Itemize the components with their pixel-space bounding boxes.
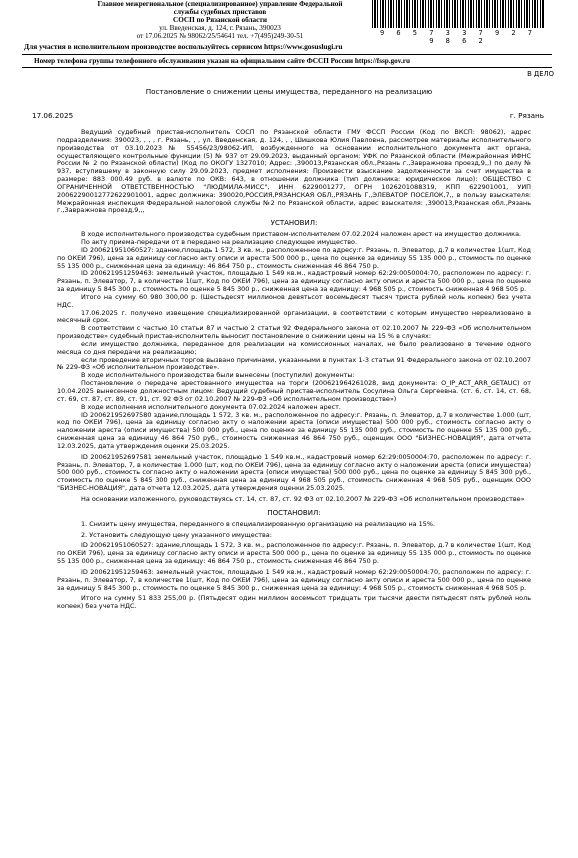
case-ref: В ДЕЛО: [527, 70, 554, 78]
established-paragraph: если проведение вторичных торгов вызвано причинами, указанными в пунктах 1-3 статьи 91 Федерального закона от 02.10.2007 № 229-ФЗ «Об исполнительном производстве».: [57, 355, 531, 372]
heading-decided: ПОСТАНОВИЛ:: [267, 508, 321, 517]
agency-name-line3: СОСП по Рязанской области: [173, 16, 267, 24]
document-title: Постановление о снижении цены имущества, переданного на реализацию: [145, 87, 433, 96]
agency-ref: от 17.06.2025 № 98062/25/54641 тел. +7(495)249-30-51: [136, 32, 304, 40]
established-paragraph: Итого на сумму 60 980 300,00 р. (Шестьдесят миллионов девятьсот восемьдесят тысяч триста рублей ноль копеек) без учета НДС.: [57, 292, 531, 309]
established-paragraph: Постановление о передаче арестованного имущества на торги (200621964261028, вид документа: O_IP_ACT_ARR_GETAUC) от 10.04.2025 вынесенное должностным лицом: Ведущий судебный пристав-исполнитель Сосулина Ольга Сергеевна. (ст. 6, ст. 14, ст. 68, ст. 69, ст. 87, ст. 89, ст. 91, ст. 92 ФЗ от 02.10.2007 № 229-ФЗ «Об исполнительном производстве»): [57, 379, 531, 403]
barcode: [372, 0, 544, 28]
established-paragraph: ID 200621952697580 здание,площадь 1 572, 3 кв. м., расположенное по адресу:г. Рязань, п. Элеватор, д.7 в количестве 1.000 (шт, код по ОКЕИ 796), цена за единицу согласно акту о наложении ареста (описи имущества) 500 000 руб., стоимость согласно акту о наложении ареста (описи имущества) 500 000 руб., цена по оценке за единицу 55 135 000 руб., стоимость по оценке 55 135 000 руб., сниженная цена за единицу 46 864 750 руб., стоимость сниженная 46 864 750 руб., оценщик ООО "БИЗНЕС-НОВАЦИЯ", дата отчета 12.03.2025, дата утверждения оценки 25.03.2025.: [57, 410, 531, 450]
divider: [22, 67, 552, 68]
decided-paragraph: ID 200621951259463: земельный участок, площадью 1 549 кв.м., кадастровый номер 62:29:0050004:70, расположен по адресу: г. Рязань, п. Элеватор, 7, в количестве 1(шт, Код по ОКЕИ 796), цена за единицу согласно акту описи и ареста 500 000 р., цена по оценке за единицу 5 845 300 р., стоимость по оценке 5 845 300 р., сниженная цена за единицу: 4 968 505 р., стоимость сниженная 4 968 505 р.: [57, 567, 531, 592]
intro-paragraph: Ведущий судебный пристав-исполнитель СОСП по Рязанской области ГМУ ФССП России (Код по ВКСП: 98062), адрес подразделения: 390023, , , , г. Рязань, , , ул. Введенская, д. 124, , , Шишкова Юлия Павловна, рассмотрев материалы исполнительного производства от 03.10.2023 № 55456/23/98062-ИП, возбужденного на основании исполнительного документа акт органа, осуществляющего контрольные функции (5) № 937 от 29.09.2023, выданный органом: УФК по Рязанской области (Межрайонная ИФНС России № 2 по Рязанской области) (Код по ОКОГУ 1327010; Адрес: ,390013,Рязанская обл.,Рязань г.,Завражнова проезд,9,,) по делу № 937, вступившему в законную силу 29.09.2023, предмет исполнения: Произвести взыскание задолженности за счет имущества в размере: 883 000.49 руб. в валюте по ОКВ: 643, в отношении должника (тип должника: юридическое лицо): ОБЩЕСТВО С ОГРАНИЧЕННОЙ ОТВЕТСТВЕННОСТЬЮ "ЛЮДМИЛА-МИСС", ИНН 6229001277, ОГРН 1026201088319, КПП 622901001, УИП 20062290012772622901001, адрес должника: 390020,РОССИЯ,РЯЗАНСКАЯ ОБЛ,,РЯЗАНЬ Г,,ЭЛЕВАТОР ПОСЕЛОК,7,, в пользу взыскателя: Межрайонная инспекция Федеральной налоговой службы №2 по Рязанской области, адрес взыскателя: ,390013,Рязанская обл.,Рязань г.,Завражнова проезд,9,,,: [57, 128, 531, 215]
agency-address: ул. Введенская, д. 124, г. Рязань, 390023: [159, 24, 281, 32]
established-paragraph: В ходе исполнительного производства судебным приставом-исполнителем 07.02.2024 наложен арест на имущество должника.: [81, 230, 522, 239]
document-city: г. Рязань: [509, 111, 544, 120]
established-paragraph: В соответствии с частью 10 статьи 87 и частью 2 статьи 92 Федерального закона от 02.10.2007 № 229-ФЗ «Об исполнительном производстве» судебный пристав-исполнитель выносит постановление о снижении цены на 15 % в случаях:: [57, 324, 531, 341]
phone-note: Номер телефона группы телефонного обслуживания указан на официальном сайте ФССП России https://fssp.gov.ru: [34, 57, 410, 65]
agency-name-line2: службы судебных приставов: [173, 8, 267, 16]
decided-paragraph: 1. Снизить цену имущества, переданного в специализированную организацию на реализацию на 15%.: [81, 519, 436, 528]
agency-name-line1: Главное межрегиональное (специализированное) управление Федеральной: [97, 0, 343, 8]
divider: [22, 54, 552, 55]
decided-paragraph: Итого на сумму 51 833 255,00 р. (Пятьдесят один миллион восемьсот тридцать три тысячи двести пятьдесят пять рублей ноль копеек) без учета НДС.: [57, 594, 531, 611]
established-paragraph: На основании изложенного, руководствуясь ст. 14, ст. 87, ст. 92 ФЗ от 02.10.2007 № 229-ФЗ «Об исполнительном производстве»: [81, 494, 525, 503]
agency-header: [70, 0, 370, 40]
established-paragraph: ID 200621952697581 земельный участок, площадью 1 549 кв.м., кадастровый номер 62:29:0050004:70, расположен по адресу: г. Рязань, п. Элеватор, 7, в количестве 1.000 (шт, код по ОКЕИ 796), цена за единицу согласно акту о наложении ареста (описи имущества) 500 000 руб., стоимость согласно акту о наложении ареста (описи имущества) 500 000 руб., цена по оценке за единицу 5 845 300 руб., стоимость по оценке 5 845 300 руб., сниженная цена за единицу 4 968 505 руб., стоимость сниженная 4 968 505 руб., оценщик ООО "БИЗНЕС-НОВАЦИЯ", дата отчета 12.03.2025, дата утверждения оценки 25.03.2025.: [57, 452, 531, 493]
established-paragraph: В ходе исполнительного производства были вынесены (поступили) документы:: [81, 371, 355, 380]
established-paragraph: ID 200621951060527: здание,площадь 1 572, 3 кв. м., расположенное по адресу:г. Рязань, п. Элеватор, д.7 в количестве 1(шт, Код по ОКЕИ 796), цена за единицу согласно акту описи и ареста 500 000 р., цена по оценке за единицу 55 135 000 р., стоимость по оценке 55 135 000 р., сниженная цена за единицу: 46 864 750 р., стоимость сниженная 46 864 750 р.: [57, 245, 531, 270]
decided-paragraph: ID 200621951060527: здание,площадь 1 572, 3 кв. м., расположенное по адресу:г. Рязань, п. Элеватор, д.7 в количестве 1(шт, Код по ОКЕИ 796), цена за единицу согласно акту описи и ареста 500 000 р., цена по оценке за единицу 55 135 000 р., стоимость по оценке 55 135 000 р., сниженная цена за единицу: 46 864 750 р., стоимость сниженная 46 864 750 р.: [57, 541, 531, 566]
document-body: [57, 129, 531, 611]
established-paragraph: В ходе исполнения исполнительного документа 07.02.2024 наложен арест.: [81, 402, 341, 411]
established-paragraph: По акту приема-передачи от в передано на реализацию следующее имущество.: [81, 237, 358, 246]
document-date: 17.06.2025: [32, 111, 74, 120]
gosuslugi-note: Для участия в исполнительном производстве воспользуйтесь сервисом https://www.gosuslugi.ru: [24, 42, 343, 51]
decided-paragraph: 2. Установить следующую цену указанного имущества:: [81, 530, 272, 539]
barcode-number: 9 6 5 7 3 3 7 9 2 7 9 8 6 2: [379, 29, 537, 45]
established-paragraph: ID 200621951259463: земельный участок, площадью 1 549 кв.м., кадастровый номер 62:29:0050004:70, расположен по адресу: г. Рязань, п. Элеватор, 7, в количестве 1(шт, Код по ОКЕИ 796), цена за единицу согласно акту описи и ареста 500 000 р., цена по оценке за единицу 5 845 300 р., стоимость по оценке 5 845 300 р., сниженная цена за единицу: 4 968 505 р., стоимость сниженная 4 968 505 р.: [57, 269, 531, 294]
established-paragraph: 17.06.2025 г. получено извещение специализированной организации, в соответствии с которым имущество нереализовано в месячный срок.: [57, 308, 531, 325]
established-paragraph: если имущество должника, переданное для реализации на комиссионных началах, не было реализовано в течение одного месяца со дня передачи на реализацию;: [57, 339, 531, 356]
heading-established: УСТАНОВИЛ:: [270, 219, 318, 228]
